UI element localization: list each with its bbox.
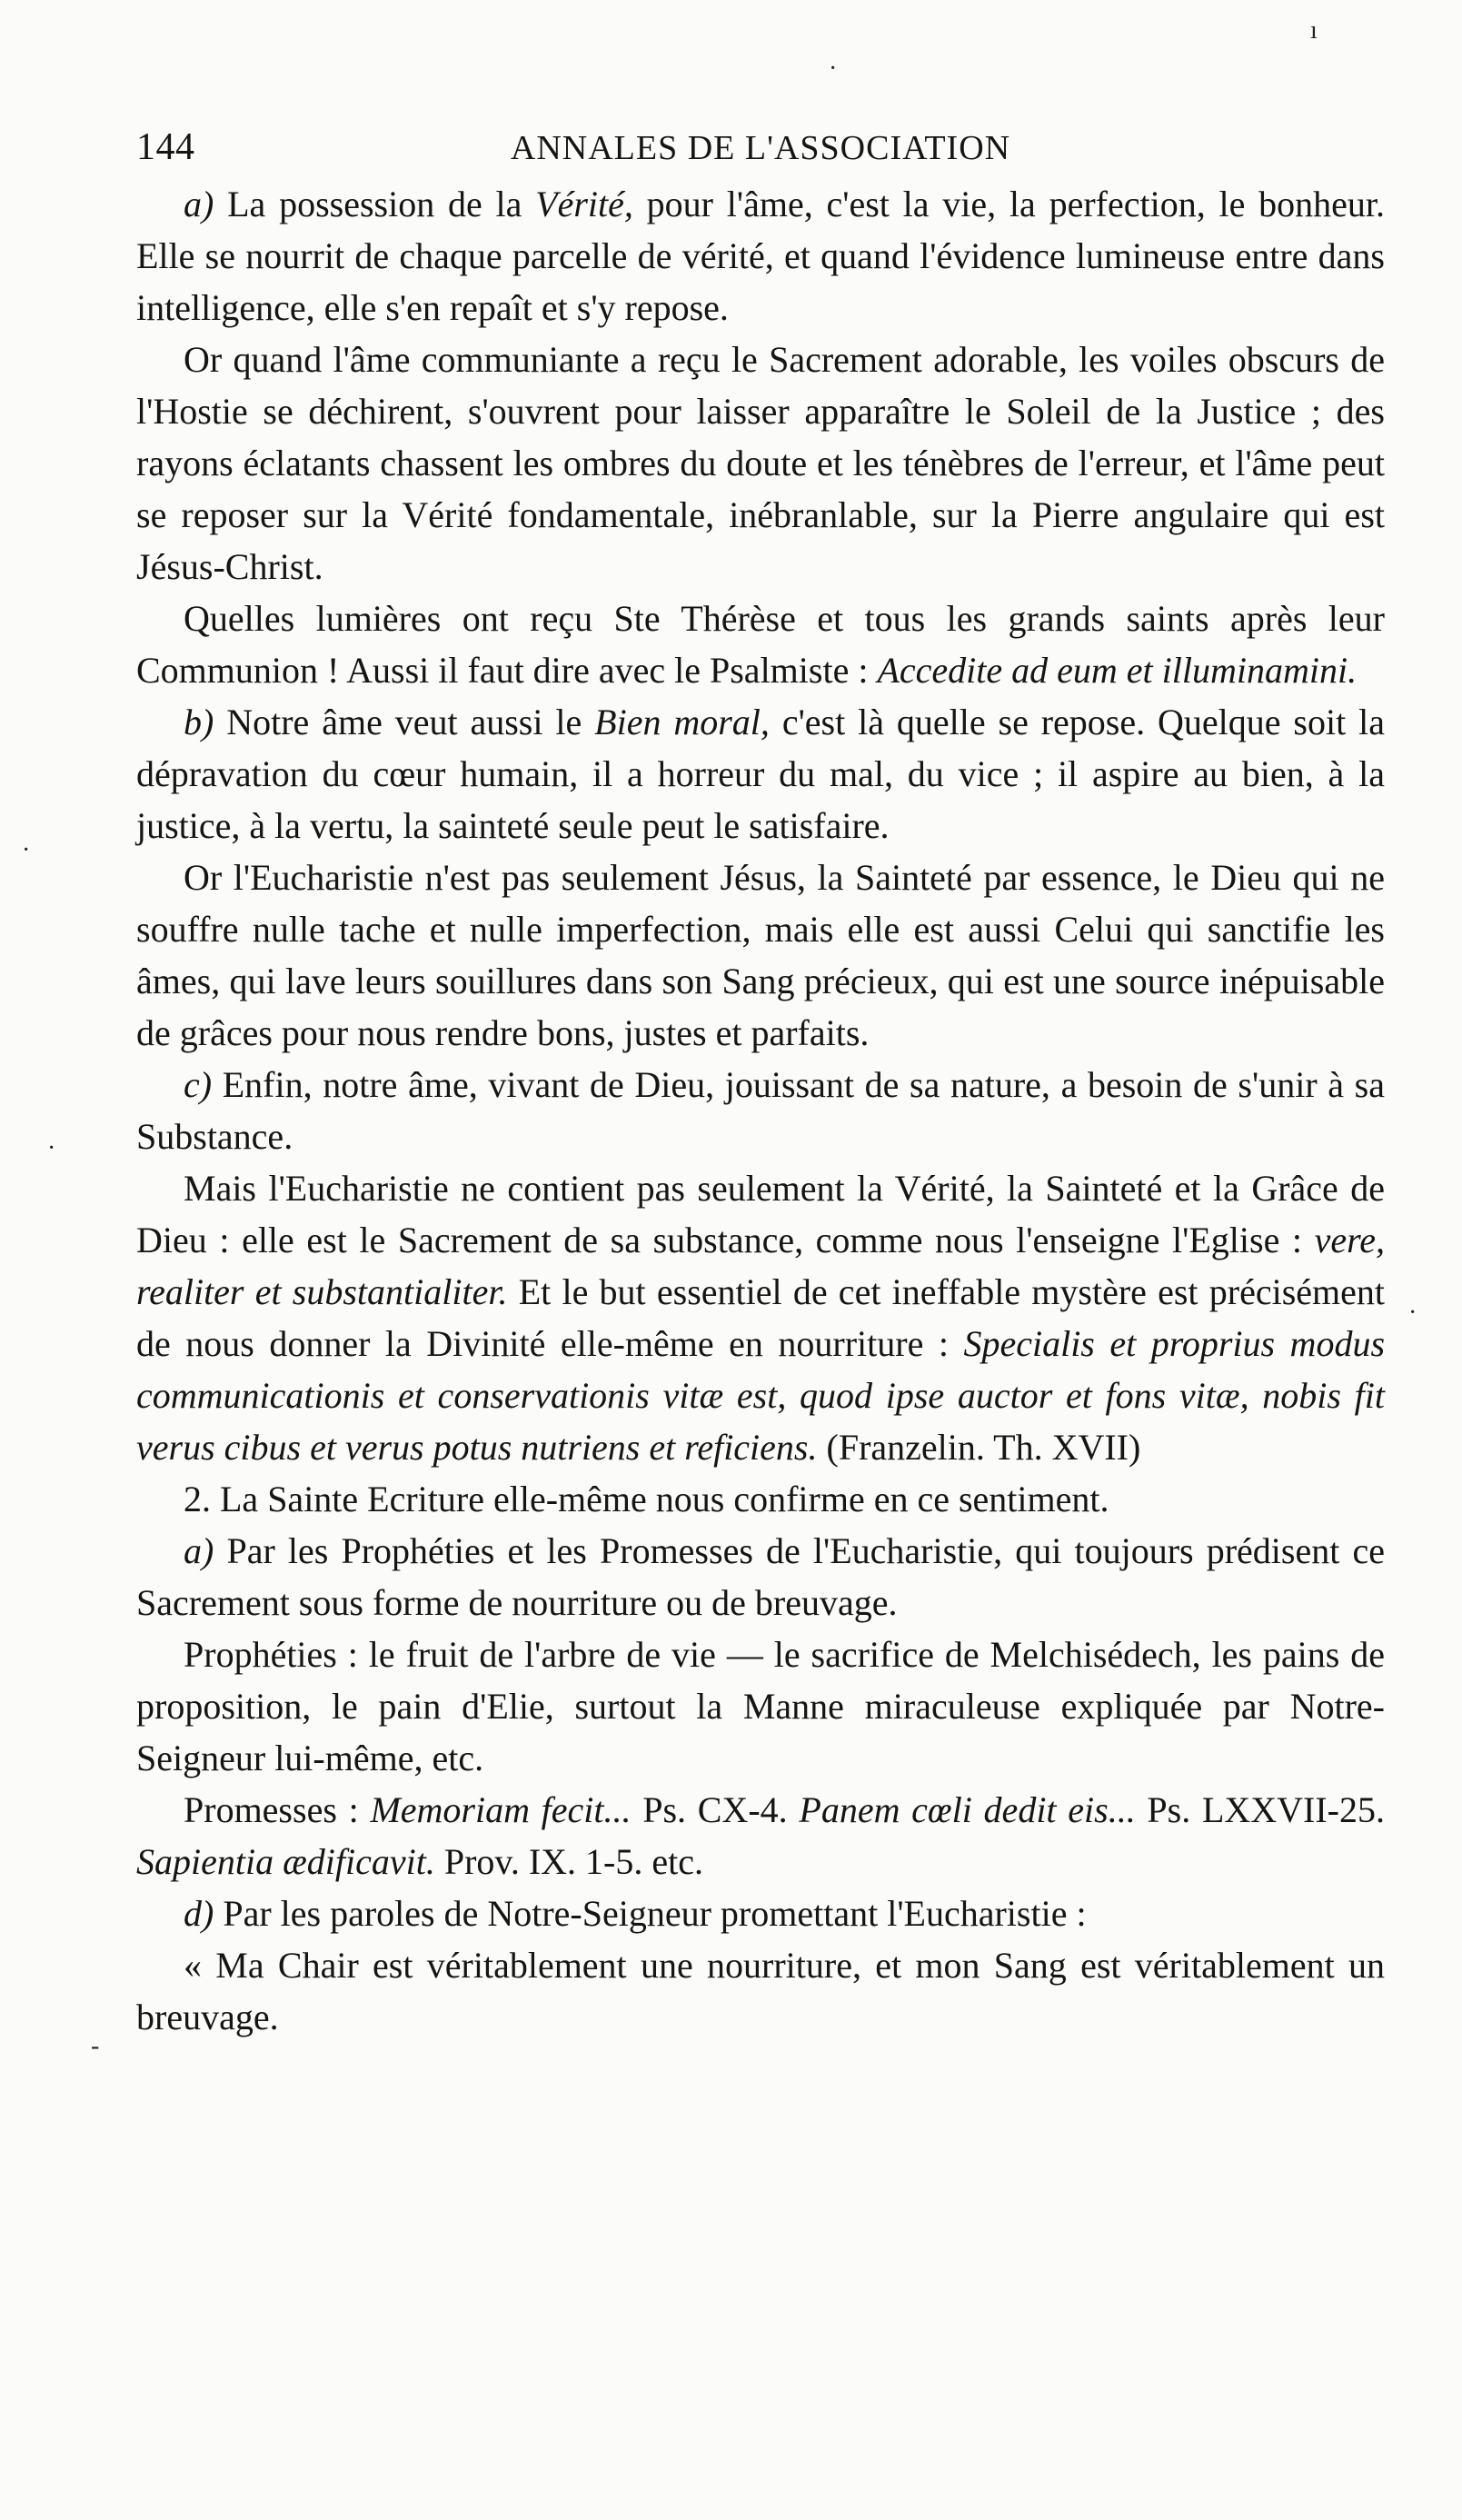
body-text <box>136 178 1385 2043</box>
paragraph <box>136 1629 1385 1784</box>
text-segment: Or quand l'âme communiante a reçu le Sacrement adorable, les voiles obscurs de l'Hostie se déchirent, s'ouvrent pour laisser apparaître le Soleil de la Justice ; des rayons éclatants chassent les ombres du doute et les ténèbres de l'erreur, et l'âme peut se reposer sur la Vérité fondamentale, inébranlable, sur la Pierre angulaire qui est Jésus-Christ. <box>136 339 1385 587</box>
text-segment: La possession de la <box>227 184 536 224</box>
paragraph <box>136 1473 1385 1525</box>
text-segment: pour l'âme, c'est la vie, la perfection, le bonheur. Elle se nourrit de chaque parcelle de vérité, et quand l'évidence lumineuse entre dans intelligence, elle s'en repaît et s'y repose. <box>136 184 1385 328</box>
text-segment: « Ma Chair est véritablement une nourriture, et mon Sang est véritablement un breuvage. <box>136 1945 1385 2037</box>
paragraph <box>136 852 1385 1059</box>
text-segment: Ps. LXXVII-25. <box>1135 1789 1386 1830</box>
running-title: ANNALES DE L'ASSOCIATION <box>510 129 1011 167</box>
italic-text: Specialis et proprius modus communicationis et conservationis vitæ est, quod ipse auctor et fons vitæ, nobis fit verus cibus et verus potus nutriens et reficiens. <box>136 1323 1386 1468</box>
text-segment: Par les paroles de Notre-Seigneur promettant l'Eucharistie : <box>223 1893 1087 1934</box>
paragraph <box>136 1059 1385 1162</box>
text-segment: Prophéties : le fruit de l'arbre de vie — le sacrifice de Melchisédech, les pains de proposition, le pain d'Elie, surtout la Manne miraculeuse expliquée par Notre-Seigneur lui-même, etc. <box>136 1634 1385 1778</box>
page-number: 144 <box>136 126 195 168</box>
paragraph <box>136 1784 1385 1888</box>
text-segment: 2. La Sainte Ecriture elle-même nous confirme en ce sentiment. <box>184 1479 1109 1519</box>
text-segment: Enfin, notre âme, vivant de Dieu, jouissant de sa nature, a besoin de s'unir à sa Substance. <box>136 1064 1386 1157</box>
text-segment: c'est là quelle se repose. Quelque soit la dépravation du cœur humain, il a horreur du mal, du vice ; il aspire au bien, à la justice, à la vertu, la sainteté seule peut le satisfaire. <box>136 702 1385 846</box>
paragraph <box>136 1939 1385 2043</box>
margin-speck: · <box>829 55 838 83</box>
paragraph-label: a) <box>184 1530 214 1571</box>
text-segment: Et le but essentiel de cet ineffable mystère est précisément de nous donner la Divinité elle-même en nourriture : <box>136 1271 1386 1364</box>
text-segment: Promesses : <box>184 1789 371 1830</box>
paragraph-label: b) <box>184 702 214 742</box>
paragraph-label: a) <box>184 184 214 224</box>
paragraph <box>136 334 1385 593</box>
italic-text: Vérité, <box>535 184 633 224</box>
text-segment: (Franzelin. Th. XVII) <box>817 1427 1141 1468</box>
paragraph-label: c) <box>184 1064 213 1105</box>
margin-speck: · <box>1408 1299 1417 1327</box>
italic-text: Accedite ad eum et illuminamini. <box>877 650 1358 691</box>
paragraph-label: d) <box>184 1893 214 1934</box>
text-segment: Notre âme veut aussi le <box>226 702 595 742</box>
paragraph <box>136 593 1385 696</box>
margin-speck: · <box>22 836 31 864</box>
paragraph <box>136 178 1385 334</box>
paragraph <box>136 1525 1385 1629</box>
text-segment: Ps. CX-4. <box>631 1789 800 1830</box>
italic-text: Panem cœli dedit eis... <box>799 1789 1136 1830</box>
page-header <box>136 125 1385 178</box>
italic-text: Bien moral, <box>594 702 770 742</box>
text-segment: Or l'Eucharistie n'est pas seulement Jésus, la Sainteté par essence, le Dieu qui ne souffre nulle tache et nulle imperfection, mais elle est aussi Celui qui sanctifie les âmes, qui lave leurs souillures dans son Sang précieux, qui est une source inépuisable de grâces pour nous rendre bons, justes et parfaits. <box>136 857 1385 1053</box>
italic-text: Memoriam fecit... <box>370 1789 632 1830</box>
margin-speck: - <box>91 2032 100 2060</box>
margin-speck: ı <box>1310 16 1318 45</box>
text-segment: Par les Prophéties et les Promesses de l'Eucharistie, qui toujours prédisent ce Sacrement sous forme de nourriture ou de breuvage. <box>136 1530 1385 1623</box>
paragraph <box>136 1888 1385 1939</box>
italic-text: vere, realiter et substantialiter. <box>136 1220 1385 1312</box>
paragraph <box>136 1162 1385 1473</box>
italic-text: Sapientia ædificavit. <box>136 1841 435 1882</box>
text-segment: Prov. IX. 1-5. etc. <box>434 1841 703 1882</box>
paragraph <box>136 696 1385 852</box>
book-page <box>136 125 1385 2043</box>
text-segment: Mais l'Eucharistie ne contient pas seulement la Vérité, la Sainteté et la Grâce de Dieu : elle est le Sacrement de sa substance, comme nous l'enseigne l'Eglise : <box>136 1168 1385 1260</box>
text-segment: Quelles lumières ont reçu Ste Thérèse et tous les grands saints après leur Communion ! Aussi il faut dire avec le Psalmiste : <box>136 598 1385 691</box>
margin-speck: · <box>47 1134 56 1162</box>
